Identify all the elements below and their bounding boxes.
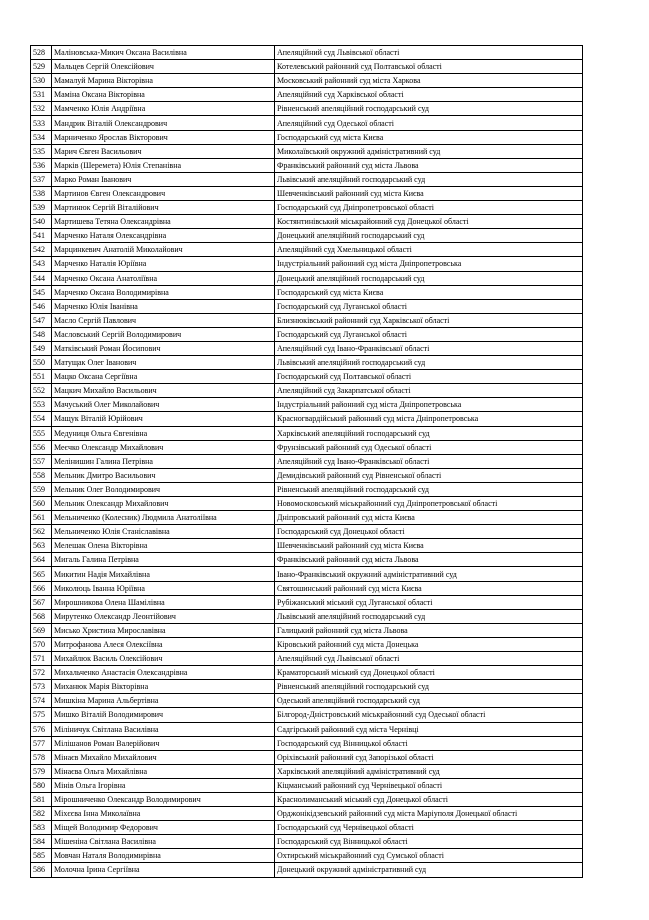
court-name: Апеляційний суд Хмельницької області [275,243,583,257]
table-row [31,271,583,285]
row-number: 552 [31,384,52,398]
judge-name: Міхєєва Інна Миколаївна [52,807,275,821]
judge-name: Миколюць Іванна Юріївна [52,581,275,595]
table-row [31,116,583,130]
judge-name: Марко Роман Іванович [52,172,275,186]
court-name: Львівський апеляційний господарський суд [275,172,583,186]
court-name: Господарський суд Полтавської області [275,370,583,384]
table-row [31,511,583,525]
court-name: Франківський районний суд міста Львова [275,158,583,172]
row-number: 537 [31,172,52,186]
table-row [31,680,583,694]
judge-name: Мовчан Наталя Володимирівна [52,849,275,863]
court-name: Господарський суд Донецької області [275,525,583,539]
row-number: 569 [31,623,52,637]
court-name: Господарський суд Луганської області [275,299,583,313]
row-number: 572 [31,666,52,680]
judge-name: Мигаль Галина Петрівна [52,553,275,567]
court-name: Котелевський районний суд Полтавської області [275,60,583,74]
judge-name: Меєчко Олександр Михайлович [52,440,275,454]
court-name: Святошинський районний суд міста Києва [275,581,583,595]
court-name: Донецький апеляційний господарський суд [275,271,583,285]
judge-name: Мишкіна Марина Альбертівна [52,694,275,708]
table-body [31,46,583,878]
judge-name: Марченко Наталя Олександрівна [52,229,275,243]
table-row [31,792,583,806]
row-number: 574 [31,694,52,708]
table-row [31,130,583,144]
court-name: Івано-Франківський окружний адміністративний суд [275,567,583,581]
judge-name: Матущак Олег Іванович [52,356,275,370]
row-number: 535 [31,144,52,158]
table-row [31,468,583,482]
judge-name: Мелешак Олена Вікторівна [52,539,275,553]
row-number: 533 [31,116,52,130]
judge-name: Мирошникова Олена Шамілівна [52,595,275,609]
table-row [31,482,583,496]
row-number: 540 [31,215,52,229]
court-name: Апеляційний суд Одеської області [275,116,583,130]
row-number: 583 [31,821,52,835]
table-row [31,497,583,511]
table-row [31,553,583,567]
judge-name: Мельниченко (Колесник) Людмила Анатоліївна [52,511,275,525]
court-name: Білгород-Дністровський міськрайонний суд Одеської області [275,708,583,722]
judge-name: Мінаєв Михайло Михайлович [52,750,275,764]
court-name: Кіровський районний суд міста Донецька [275,637,583,651]
court-name: Близнюківський районний суд Харківської області [275,313,583,327]
judge-name: Мащук Віталій Юрійович [52,412,275,426]
judge-name: Мінаєва Ольга Михайлівна [52,764,275,778]
table-row [31,243,583,257]
table-row [31,158,583,172]
table-row [31,426,583,440]
table-row [31,525,583,539]
court-name: Львівський апеляційний господарський суд [275,609,583,623]
row-number: 538 [31,186,52,200]
court-name: Дніпровський районний суд міста Києва [275,511,583,525]
judge-name: Мельниченко Юлія Станіславівна [52,525,275,539]
judge-name: Маліновська-Микич Оксана Василівна [52,46,275,60]
court-name: Апеляційний суд Івано-Франківської області [275,454,583,468]
row-number: 580 [31,778,52,792]
judge-name: Мельник Дмитро Васильович [52,468,275,482]
row-number: 567 [31,595,52,609]
judge-name: Марченко Наталія Юріївна [52,257,275,271]
judge-name: Маміна Оксана Вікторівна [52,88,275,102]
table-row [31,567,583,581]
row-number: 565 [31,567,52,581]
table-row [31,257,583,271]
row-number: 542 [31,243,52,257]
table-row [31,60,583,74]
judge-name: Міщей Володимир Федорович [52,821,275,835]
court-name: Садгірський районний суд міста Чернівці [275,722,583,736]
row-number: 571 [31,652,52,666]
court-name: Краматорський міський суд Донецької області [275,666,583,680]
court-name: Рівненський апеляційний господарський суд [275,680,583,694]
table-row [31,736,583,750]
judge-name: Масловський Сергій Володимирович [52,327,275,341]
row-number: 549 [31,341,52,355]
court-name: Індустріальний районний суд міста Дніпропетровська [275,398,583,412]
judge-name: Михайлюк Василь Олексійович [52,652,275,666]
court-name: Оріхівський районний суд Запорізької області [275,750,583,764]
judge-name: Мартинюк Сергій Віталійович [52,201,275,215]
table-row [31,708,583,722]
judge-name: Мірошниченко Олександр Володимирович [52,792,275,806]
table-row [31,412,583,426]
table-row [31,341,583,355]
court-name: Господарський суд міста Києва [275,285,583,299]
judge-name: Міліничук Світлана Василівна [52,722,275,736]
row-number: 576 [31,722,52,736]
court-name: Галицький районний суд міста Львова [275,623,583,637]
table-row [31,849,583,863]
judge-name: Мілішанов Роман Валерійович [52,736,275,750]
row-number: 562 [31,525,52,539]
table-row [31,863,583,877]
judge-name: Марченко Оксана Володимирівна [52,285,275,299]
row-number: 545 [31,285,52,299]
judge-name: Мачуський Олег Миколайович [52,398,275,412]
table-row [31,835,583,849]
table-row [31,356,583,370]
table-row [31,384,583,398]
judge-name: Мамченко Юлія Андріївна [52,102,275,116]
row-number: 581 [31,792,52,806]
court-name: Московський районний суд міста Харкова [275,74,583,88]
row-number: 554 [31,412,52,426]
judges-table [30,45,583,878]
table-row [31,215,583,229]
table-row [31,201,583,215]
court-name: Шевченківський районний суд міста Києва [275,186,583,200]
judge-name: Мамалуй Марина Вікторівна [52,74,275,88]
row-number: 536 [31,158,52,172]
court-name: Орджонікідзевський районний суд міста Маріуполя Донецької області [275,807,583,821]
court-name: Харківський апеляційний адміністративний суд [275,764,583,778]
judge-name: Марченко Оксана Анатоліївна [52,271,275,285]
table-row [31,595,583,609]
table-row [31,144,583,158]
row-number: 556 [31,440,52,454]
table-row [31,666,583,680]
court-name: Краснолиманський міський суд Донецької області [275,792,583,806]
table-row [31,327,583,341]
row-number: 551 [31,370,52,384]
table-row [31,454,583,468]
table-row [31,637,583,651]
court-name: Фрунзівський районний суд Одеської області [275,440,583,454]
row-number: 550 [31,356,52,370]
court-name: Рівненський апеляційний господарський суд [275,482,583,496]
judge-name: Мішеніна Світлана Василівна [52,835,275,849]
row-number: 529 [31,60,52,74]
court-name: Охтирський міськрайонний суд Сумської області [275,849,583,863]
court-name: Миколаївський окружний адміністративний суд [275,144,583,158]
table-row [31,285,583,299]
court-name: Донецький окружний адміністративний суд [275,863,583,877]
row-number: 544 [31,271,52,285]
court-name: Харківський апеляційний господарський суд [275,426,583,440]
row-number: 546 [31,299,52,313]
table-row [31,88,583,102]
row-number: 586 [31,863,52,877]
row-number: 585 [31,849,52,863]
row-number: 557 [31,454,52,468]
judge-name: Мельник Олег Володимирович [52,482,275,496]
row-number: 528 [31,46,52,60]
row-number: 559 [31,482,52,496]
court-name: Демидівський районний суд Рівненської області [275,468,583,482]
table-row [31,186,583,200]
row-number: 547 [31,313,52,327]
row-number: 560 [31,497,52,511]
judge-name: Марченко Юлія Іванівна [52,299,275,313]
table-row [31,652,583,666]
table-row [31,623,583,637]
row-number: 568 [31,609,52,623]
judge-name: Марич Євген Васильович [52,144,275,158]
row-number: 570 [31,637,52,651]
row-number: 582 [31,807,52,821]
row-number: 575 [31,708,52,722]
table-row [31,778,583,792]
court-name: Красногвардійський районний суд міста Дніпропетровська [275,412,583,426]
judge-name: Мирутенко Олександр Леонтійович [52,609,275,623]
table-row [31,74,583,88]
judge-name: Митрофанова Алеся Олексіївна [52,637,275,651]
court-name: Апеляційний суд Закарпатської області [275,384,583,398]
court-name: Господарський суд Луганської області [275,327,583,341]
court-name: Індустріальний районний суд міста Дніпропетровська [275,257,583,271]
judge-name: Медуниця Ольга Євгенівна [52,426,275,440]
table-row [31,609,583,623]
row-number: 563 [31,539,52,553]
court-name: Кіцманський районний суд Чернівецької області [275,778,583,792]
court-name: Одеський апеляційний господарський суд [275,694,583,708]
judge-name: Михальченко Анастасія Олександрівна [52,666,275,680]
court-name: Апеляційний суд Львівської області [275,46,583,60]
row-number: 577 [31,736,52,750]
table-row [31,581,583,595]
court-name: Шевченківський районний суд міста Києва [275,539,583,553]
table-row [31,807,583,821]
judge-name: Мельник Олександр Михайлович [52,497,275,511]
row-number: 541 [31,229,52,243]
row-number: 548 [31,327,52,341]
court-name: Апеляційний суд Харківської області [275,88,583,102]
judge-name: Миханюк Марія Вікторівна [52,680,275,694]
judge-name: Мандрик Віталій Олександрович [52,116,275,130]
court-name: Апеляційний суд Івано-Франківської області [275,341,583,355]
table-row [31,102,583,116]
row-number: 558 [31,468,52,482]
row-number: 579 [31,764,52,778]
court-name: Господарський суд Дніпропетровської області [275,201,583,215]
table-row [31,46,583,60]
table-row [31,750,583,764]
court-name: Львівський апеляційний господарський суд [275,356,583,370]
row-number: 584 [31,835,52,849]
judge-name: Мишко Віталій Володимирович [52,708,275,722]
judge-name: Марниченко Ярослав Вікторович [52,130,275,144]
court-name: Франківський районний суд міста Львова [275,553,583,567]
table-row [31,440,583,454]
table-row [31,299,583,313]
judge-name: Мацкич Михайло Васильович [52,384,275,398]
judge-name: Мелінишин Галина Петрівна [52,454,275,468]
row-number: 561 [31,511,52,525]
judge-name: Масло Сергій Павлович [52,313,275,327]
table-row [31,539,583,553]
court-name: Донецький апеляційний господарський суд [275,229,583,243]
judge-name: Марцинкевич Анатолій Миколайович [52,243,275,257]
row-number: 566 [31,581,52,595]
judge-name: Мацко Оксана Сергіївна [52,370,275,384]
court-name: Господарський суд Вінницької області [275,835,583,849]
table-row [31,398,583,412]
judge-name: Марків (Шеремета) Юлія Степанівна [52,158,275,172]
table-row [31,229,583,243]
court-name: Господарський суд міста Києва [275,130,583,144]
court-name: Господарський суд Вінницької області [275,736,583,750]
table-row [31,821,583,835]
row-number: 578 [31,750,52,764]
row-number: 543 [31,257,52,271]
table-row [31,313,583,327]
judge-name: Мартишева Тетяна Олександрівна [52,215,275,229]
judge-name: Микитин Надія Михайлівна [52,567,275,581]
row-number: 531 [31,88,52,102]
judge-name: Матківський Роман Йосипович [52,341,275,355]
row-number: 534 [31,130,52,144]
row-number: 573 [31,680,52,694]
row-number: 539 [31,201,52,215]
table-row [31,370,583,384]
table-row [31,722,583,736]
court-name: Апеляційний суд Львівської області [275,652,583,666]
row-number: 564 [31,553,52,567]
judge-name: Мальцев Сергій Олексійович [52,60,275,74]
court-name: Новомосковський міськрайонний суд Дніпропетровської області [275,497,583,511]
judge-name: Мінів Ольга Ігорівна [52,778,275,792]
court-name: Рубіжанський міський суд Луганської області [275,595,583,609]
court-name: Костянтинівський міськрайонний суд Донецької області [275,215,583,229]
judge-name: Мартинов Євген Олександрович [52,186,275,200]
row-number: 555 [31,426,52,440]
court-name: Господарський суд Чернівецької області [275,821,583,835]
court-name: Рівненський апеляційний господарський суд [275,102,583,116]
table-row [31,172,583,186]
row-number: 553 [31,398,52,412]
judge-name: Мисько Христина Мирославівна [52,623,275,637]
row-number: 532 [31,102,52,116]
table-row [31,764,583,778]
judge-name: Молочна Ірина Сергіївна [52,863,275,877]
row-number: 530 [31,74,52,88]
table-row [31,694,583,708]
